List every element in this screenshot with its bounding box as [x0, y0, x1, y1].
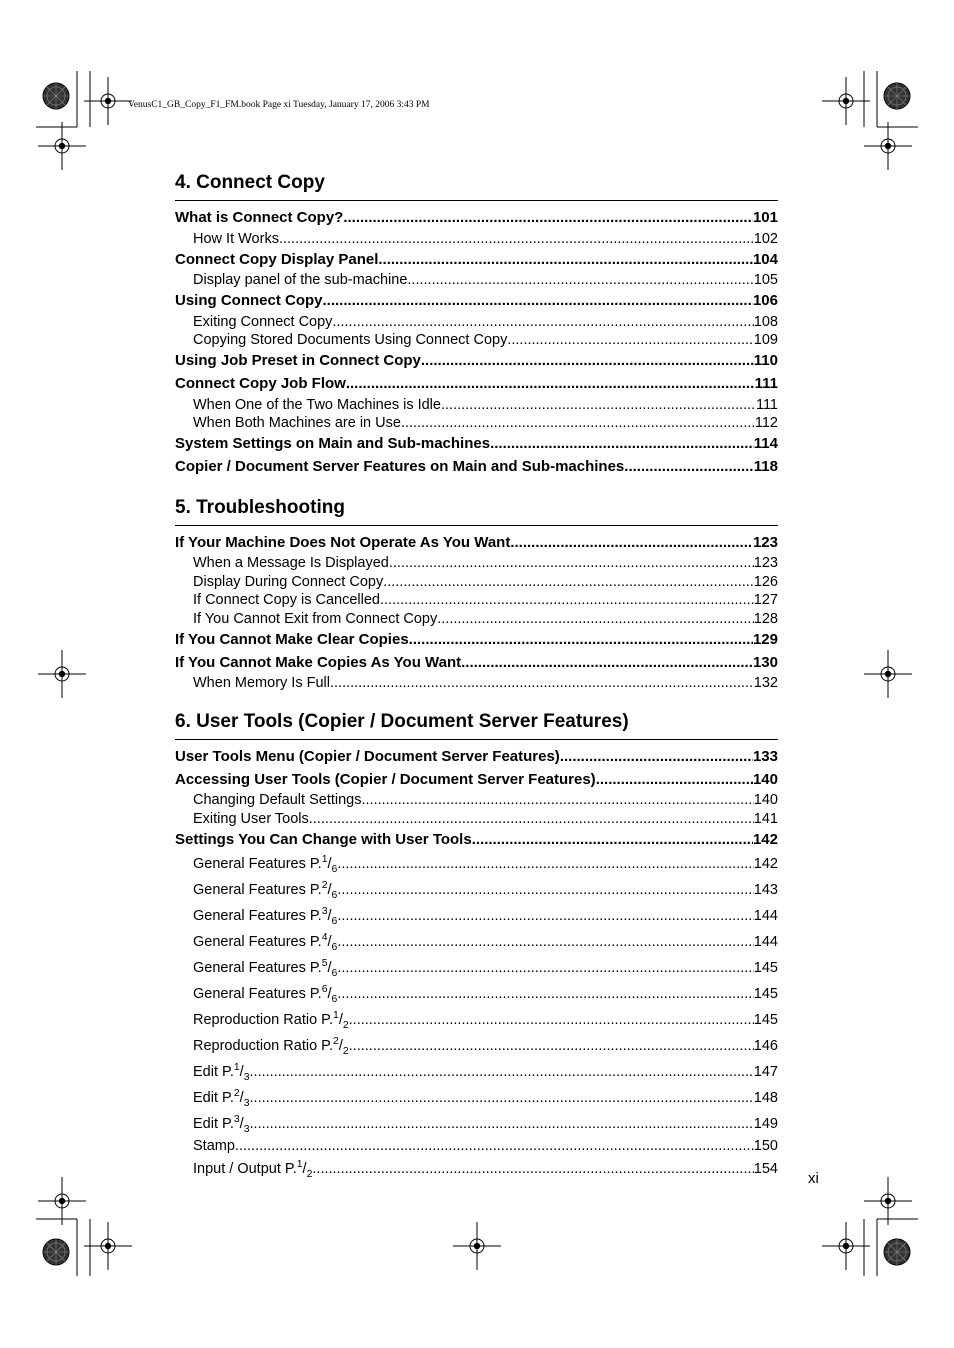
entry-title [193, 955, 337, 981]
entry-page-number: 133 [752, 747, 778, 765]
entry-title [175, 207, 343, 230]
dot-leader [409, 629, 753, 652]
toc-subentry[interactable] [175, 929, 778, 955]
entry-title [193, 929, 337, 955]
toc-entry[interactable] [175, 829, 778, 852]
fraction-slash: / [327, 986, 332, 1002]
fraction-slash: / [338, 1012, 343, 1028]
entry-title-text: When One of the Two Machines is Idle [193, 396, 441, 413]
entry-title-text: What is Connect Copy? [175, 209, 344, 226]
dot-leader [250, 1111, 754, 1137]
dot-leader [250, 1059, 754, 1085]
toc-entry[interactable] [175, 249, 778, 272]
entry-page-number: 140 [752, 770, 778, 788]
entry-page-number: 129 [752, 630, 778, 648]
fraction-numerator: 1 [296, 1158, 303, 1170]
entry-title-text: Edit P. [193, 1090, 234, 1106]
fraction-numerator: 2 [233, 1088, 240, 1100]
toc-subentry[interactable] [175, 851, 778, 877]
entry-page-number: 112 [754, 415, 778, 431]
entry-title [175, 249, 378, 272]
entry-title [193, 1059, 250, 1085]
entry-page-number: 104 [752, 250, 778, 268]
fraction-numerator: 3 [321, 906, 328, 918]
dot-leader [323, 290, 753, 313]
toc-section [175, 170, 778, 479]
toc-subentry[interactable] [175, 610, 778, 629]
entry-page-number: 143 [753, 882, 778, 898]
entry-page-number: 148 [753, 1090, 778, 1106]
toc-subentry[interactable] [175, 877, 778, 903]
toc-entry[interactable] [175, 746, 778, 769]
entry-page-number: 140 [753, 792, 778, 808]
entry-page-number: 111 [755, 396, 778, 413]
fraction-numerator: 2 [333, 1036, 339, 1048]
dot-leader [309, 810, 754, 829]
toc-entry[interactable] [175, 532, 778, 555]
fraction-slash: / [327, 934, 332, 950]
entry-title [193, 791, 361, 810]
entry-title-text: Display panel of the sub-machine [193, 272, 408, 288]
toc-subentry[interactable] [175, 1085, 778, 1111]
fraction-slash: / [327, 882, 332, 898]
toc-subentry[interactable] [175, 396, 778, 415]
entry-title [193, 1007, 349, 1033]
fraction-slash: / [327, 856, 332, 872]
dot-leader [378, 249, 753, 272]
entry-title [193, 313, 332, 332]
entry-title-text: Edit P. [193, 1116, 234, 1132]
entry-title-text: Using Connect Copy [175, 292, 323, 309]
fraction-numerator: 1 [233, 1062, 240, 1074]
entry-title [175, 746, 560, 769]
toc-entry[interactable] [175, 456, 778, 479]
dot-leader [461, 652, 753, 675]
entry-page-number: 147 [753, 1064, 778, 1080]
entry-title-text: Reproduction Ratio P. [193, 1012, 333, 1028]
entry-title-text: If You Cannot Make Copies As You Want [175, 653, 462, 671]
entry-title-text: Using Job Preset in Connect Copy [175, 352, 421, 369]
entry-title [193, 903, 337, 929]
entry-title-text: If Connect Copy is Cancelled [193, 592, 380, 608]
entry-title-text: User Tools Menu (Copier / Document Server Features) [175, 747, 560, 765]
dot-leader [346, 373, 755, 396]
entry-page-number: 128 [753, 610, 778, 627]
entry-title [193, 610, 437, 629]
entry-title [193, 851, 337, 877]
entry-title-text: General Features P. [193, 986, 322, 1002]
dot-leader [332, 313, 753, 332]
entry-title [175, 290, 323, 313]
entry-title [193, 810, 309, 829]
entry-title [193, 1085, 250, 1111]
entry-title [193, 674, 330, 693]
entry-title-text: Stamp [193, 1138, 235, 1154]
entry-page-number: 149 [753, 1116, 778, 1132]
entry-page-number: 132 [753, 675, 778, 691]
entry-title [175, 652, 461, 675]
entry-title-text: System Settings on Main and Sub-machines [175, 435, 491, 452]
dot-leader [383, 573, 754, 592]
dot-leader [349, 1007, 754, 1033]
toc-subentry[interactable] [175, 903, 778, 929]
entry-page-number: 144 [753, 908, 778, 924]
toc-entry[interactable] [175, 652, 778, 675]
entry-page-number: 109 [753, 332, 778, 348]
entry-page-number: 127 [753, 592, 778, 608]
fraction-numerator: 3 [233, 1114, 240, 1126]
entry-page-number: 144 [753, 934, 778, 950]
fraction-numerator: 1 [333, 1010, 339, 1022]
entry-title [193, 414, 401, 433]
dot-leader [507, 331, 753, 350]
entry-title [175, 629, 409, 652]
fraction-denominator: 2 [342, 1019, 349, 1031]
entry-title-text: If Your Machine Does Not Operate As You Want [175, 533, 511, 551]
toc-subentry[interactable] [175, 1111, 778, 1137]
dot-leader [337, 929, 753, 955]
toc-entry[interactable] [175, 769, 778, 792]
dot-leader [380, 591, 754, 610]
entry-title-text: General Features P. [193, 882, 322, 898]
fraction-denominator: 2 [342, 1045, 349, 1057]
entry-page-number: 154 [753, 1160, 778, 1177]
dot-leader [389, 554, 754, 573]
entry-page-number: 130 [752, 653, 778, 671]
entry-title [193, 331, 507, 350]
fraction-denominator: 6 [331, 993, 338, 1005]
toc-subentry[interactable] [175, 1033, 778, 1059]
entry-title-text: Copying Stored Documents Using Connect Copy [193, 332, 508, 348]
entry-title-text: Accessing User Tools (Copier / Document Server Features) [175, 770, 596, 788]
entry-title-text: General Features P. [193, 908, 322, 924]
fraction-denominator: 3 [243, 1123, 250, 1135]
fraction-denominator: 6 [331, 889, 338, 901]
toc-subentry[interactable] [175, 554, 778, 573]
fraction-denominator: 3 [243, 1097, 250, 1109]
entry-title-text: Copier / Document Server Features on Main and Sub-machines [175, 458, 625, 475]
toc-subentry[interactable] [175, 981, 778, 1007]
toc-subentry[interactable] [175, 313, 778, 332]
dot-leader [337, 877, 753, 903]
fraction-denominator: 6 [331, 941, 338, 953]
fraction-slash: / [239, 1090, 244, 1106]
entry-title [193, 1111, 250, 1137]
entry-title [193, 271, 407, 290]
entry-title [193, 573, 383, 592]
dot-leader [361, 791, 753, 810]
entry-page-number: 145 [753, 986, 778, 1002]
entry-page-number: 142 [753, 856, 778, 872]
toc-subentry[interactable] [175, 230, 778, 249]
fraction-numerator: 6 [321, 984, 328, 996]
entry-title-text: Settings You Can Change with User Tools [175, 830, 472, 848]
entry-page-number: 101 [752, 209, 778, 226]
entry-title [175, 433, 490, 456]
toc-section [175, 709, 778, 1182]
entry-title [193, 396, 441, 415]
toc-subentry[interactable] [175, 791, 778, 810]
entry-page-number: 105 [753, 272, 778, 288]
entry-title [175, 532, 510, 555]
fraction-slash: / [338, 1038, 343, 1054]
toc-subentry[interactable] [175, 955, 778, 981]
dot-leader [235, 1137, 754, 1156]
dot-leader [279, 230, 754, 249]
entry-title-text: General Features P. [193, 856, 322, 872]
entry-title-text: Exiting User Tools [193, 810, 309, 827]
entry-title-text: Reproduction Ratio P. [193, 1038, 333, 1054]
entry-title [175, 350, 421, 373]
toc-entry[interactable] [175, 433, 778, 456]
page-number: xi [808, 1170, 819, 1187]
entry-page-number: 145 [753, 1012, 778, 1028]
entry-page-number: 108 [753, 313, 778, 330]
entry-page-number: 111 [754, 375, 778, 392]
print-header-note: VenusC1_GB_Copy_F1_FM.book Page xi Tuesday, January 17, 2006 3:43 PM [128, 100, 430, 110]
dot-leader [490, 433, 754, 456]
fraction-slash: / [302, 1160, 307, 1177]
dot-leader [337, 851, 753, 877]
section-title: 6. User Tools (Copier / Document Server Features) [175, 709, 778, 740]
dot-leader [421, 350, 754, 373]
dot-leader [624, 456, 754, 479]
toc-entry[interactable] [175, 629, 778, 652]
fraction-denominator: 6 [331, 967, 338, 979]
entry-title-text: Display During Connect Copy [193, 573, 384, 590]
entry-title-text: General Features P. [193, 934, 322, 950]
fraction-slash: / [327, 960, 332, 976]
entry-title-text: How It Works [193, 230, 279, 247]
entry-page-number: 110 [753, 352, 778, 369]
toc-subentry[interactable] [175, 271, 778, 290]
entry-title [193, 981, 337, 1007]
dot-leader [510, 532, 753, 555]
entry-page-number: 118 [753, 458, 778, 475]
entry-title [193, 591, 380, 610]
fraction-denominator: 6 [331, 863, 338, 875]
fraction-slash: / [239, 1064, 244, 1080]
dot-leader [407, 271, 753, 290]
dot-leader [560, 746, 753, 769]
entry-page-number: 141 [753, 810, 778, 827]
fraction-slash: / [327, 908, 332, 924]
dot-leader [441, 396, 756, 415]
toc-subentry[interactable] [175, 591, 778, 610]
dot-leader [343, 207, 753, 230]
entry-title-text: When a Message Is Displayed [193, 555, 389, 571]
entry-title [193, 877, 337, 903]
fraction-numerator: 2 [321, 880, 328, 892]
dot-leader [337, 955, 753, 981]
toc-entry[interactable] [175, 207, 778, 230]
entry-title [193, 1137, 235, 1156]
section-title: 5. Troubleshooting [175, 495, 778, 526]
entry-title-text: When Both Machines are in Use [193, 415, 401, 431]
entry-page-number: 123 [752, 533, 778, 551]
fraction-denominator: 6 [331, 915, 338, 927]
dot-leader [337, 903, 753, 929]
table-of-contents [175, 170, 778, 1182]
fraction-numerator: 4 [321, 932, 328, 944]
toc-subentry[interactable] [175, 1156, 778, 1182]
toc-subentry[interactable] [175, 573, 778, 592]
entry-title-text: If You Cannot Make Clear Copies [175, 630, 409, 648]
fraction-numerator: 5 [321, 958, 328, 970]
toc-subentry[interactable] [175, 414, 778, 433]
entry-page-number: 150 [753, 1138, 778, 1154]
entry-page-number: 106 [752, 292, 778, 309]
entry-page-number: 142 [752, 830, 778, 848]
entry-page-number: 123 [753, 555, 778, 571]
dot-leader [596, 769, 753, 792]
entry-title-text: Exiting Connect Copy [193, 313, 333, 330]
entry-title [175, 769, 596, 792]
entry-page-number: 145 [753, 960, 778, 976]
toc-subentry[interactable] [175, 674, 778, 693]
fraction-slash: / [239, 1116, 244, 1132]
entry-title [175, 373, 346, 396]
entry-page-number: 146 [753, 1038, 778, 1054]
fraction-denominator: 3 [243, 1071, 250, 1083]
entry-title-text: Input / Output P. [193, 1160, 297, 1177]
entry-title-text: Connect Copy Job Flow [175, 375, 346, 392]
entry-title-text: Connect Copy Display Panel [175, 250, 379, 268]
section-title: 4. Connect Copy [175, 170, 778, 201]
toc-subentry[interactable] [175, 1137, 778, 1156]
dot-leader [250, 1085, 754, 1111]
dot-leader [437, 610, 754, 629]
entry-title [175, 829, 472, 852]
entry-title-text: General Features P. [193, 960, 322, 976]
fraction-denominator: 2 [306, 1168, 313, 1180]
toc-subentry[interactable] [175, 1059, 778, 1085]
toc-subentry[interactable] [175, 331, 778, 350]
entry-title-text: If You Cannot Exit from Connect Copy [193, 610, 438, 627]
entry-title-text: Edit P. [193, 1064, 234, 1080]
toc-entry[interactable] [175, 373, 778, 396]
entry-title-text: Changing Default Settings [193, 792, 362, 808]
dot-leader [401, 414, 755, 433]
toc-subentry[interactable] [175, 810, 778, 829]
entry-title [193, 554, 389, 573]
entry-title [193, 1156, 312, 1182]
entry-title [193, 230, 279, 249]
dot-leader [337, 981, 753, 1007]
entry-title-text: When Memory Is Full [193, 675, 330, 691]
entry-page-number: 114 [753, 435, 778, 452]
dot-leader [472, 829, 753, 852]
toc-section [175, 495, 778, 693]
toc-entry[interactable] [175, 350, 778, 373]
toc-entry[interactable] [175, 290, 778, 313]
entry-title [175, 456, 624, 479]
entry-title [193, 1033, 349, 1059]
dot-leader [312, 1156, 753, 1182]
entry-page-number: 102 [753, 230, 778, 247]
entry-page-number: 126 [753, 573, 778, 590]
fraction-numerator: 1 [321, 854, 328, 866]
dot-leader [349, 1033, 754, 1059]
dot-leader [330, 674, 754, 693]
toc-subentry[interactable] [175, 1007, 778, 1033]
